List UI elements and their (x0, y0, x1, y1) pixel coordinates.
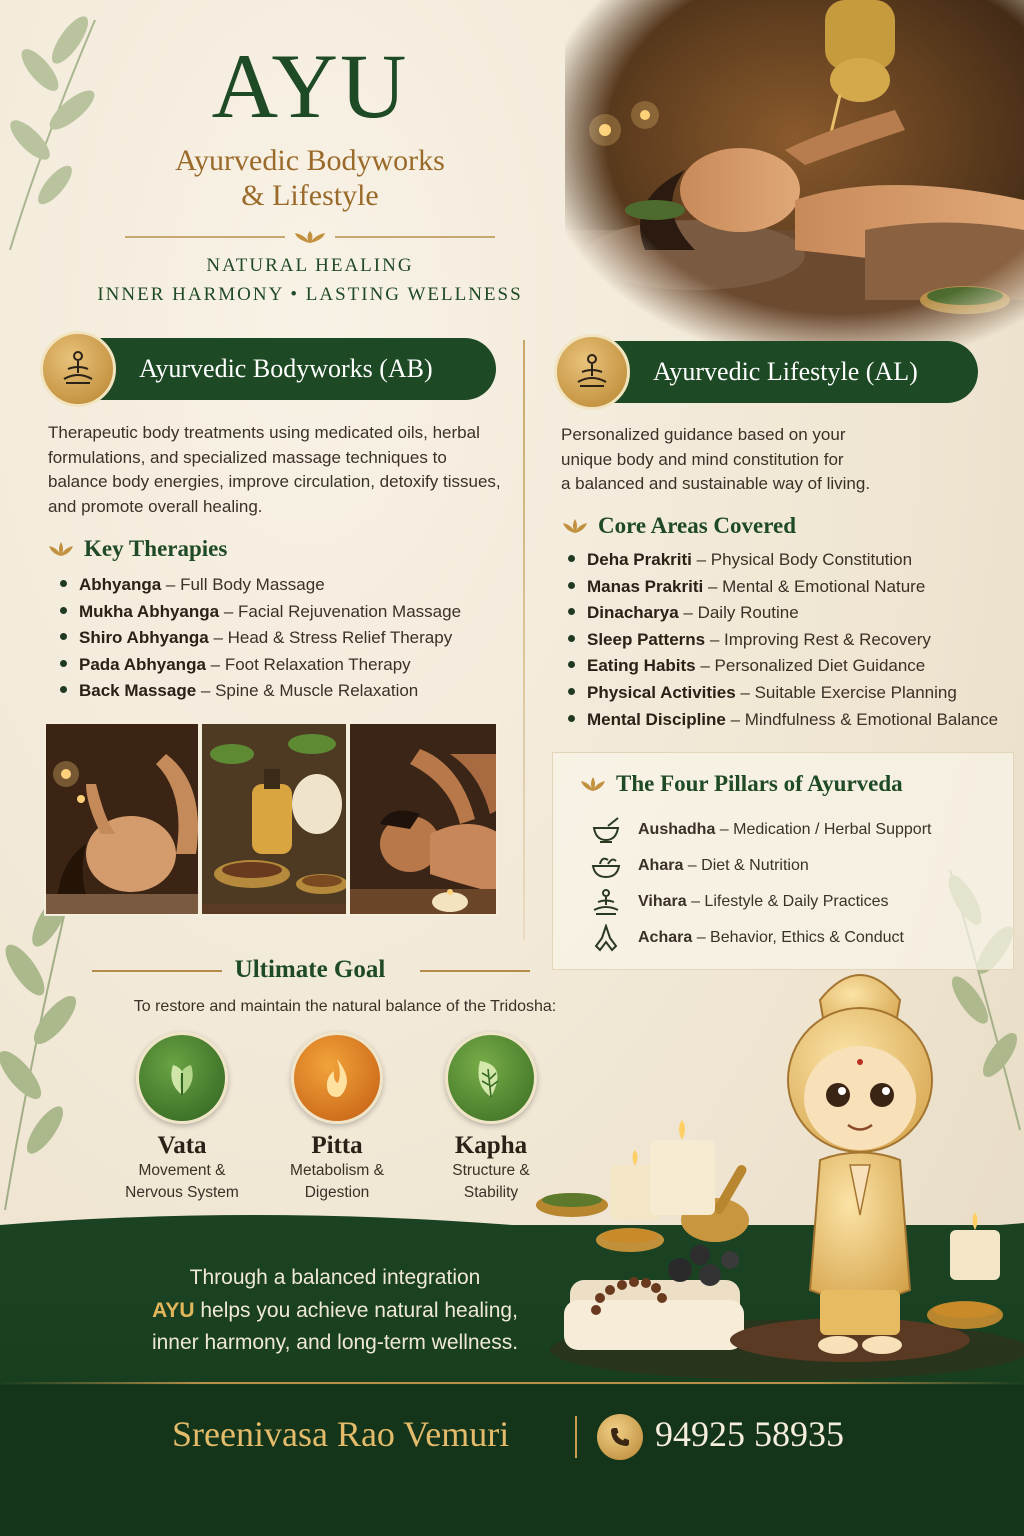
list-item: Deha Prakriti – Physical Body Constitution (568, 547, 998, 574)
list-item: Dinacharya – Daily Routine (568, 600, 998, 627)
list-item: Back Massage – Spine & Muscle Relaxation (60, 678, 461, 705)
lotus-icon (562, 518, 588, 534)
dosha-pitta (262, 1032, 412, 1203)
list-item: Shiro Abhyanga – Head & Stress Relief Therapy (60, 625, 461, 652)
therapies-list (60, 572, 461, 705)
four-pillars-label: The Four Pillars of Ayurveda (616, 771, 903, 796)
closing-brand: AYU (152, 1298, 195, 1322)
dosha-desc: Movement & Nervous System (125, 1162, 239, 1201)
brand-subtitle-line2: & Lifestyle (241, 178, 379, 212)
core-areas-heading (562, 513, 796, 539)
herbal-oils-photo (200, 722, 348, 916)
list-item: Sleep Patterns – Improving Rest & Recovery (568, 627, 998, 654)
dosha-desc: Metabolism & Digestion (290, 1162, 384, 1201)
mortar-pestle-icon (590, 816, 622, 844)
pillar-row: Aushadha – Medication / Herbal Support (590, 816, 931, 844)
contact-bar (0, 1385, 1024, 1536)
meditation-icon (590, 888, 622, 916)
closing-line3: inner harmony, and long-term wellness. (151, 1331, 519, 1355)
four-pillars-heading (580, 771, 903, 797)
tagline-line2: INNER HARMONY • LASTING WELLNESS (97, 283, 523, 305)
contact-separator (575, 1416, 577, 1458)
core-areas-list (568, 547, 998, 733)
brand-subtitle-line1: Ayurvedic Bodyworks (175, 144, 445, 177)
meditation-icon (40, 331, 116, 407)
lotus-icon (48, 541, 74, 557)
lifestyle-description: Personalized guidance based on your unique body and mind constitution for a balanced and sustainable way of living. (561, 425, 871, 494)
facial-massage-photo (44, 722, 200, 916)
closing-line2: AYU helps you achieve natural healing, (152, 1298, 518, 1322)
dosha-name: Vata (157, 1132, 207, 1159)
mascot-illustration (760, 960, 960, 1370)
flame-icon (291, 1032, 383, 1124)
goal-heading: Ultimate Goal (234, 956, 386, 983)
list-item: Mental Discipline – Mindfulness & Emotional Balance (568, 707, 998, 734)
list-item: Manas Prakriti – Mental & Emotional Nature (568, 574, 998, 601)
lotus-icon (580, 776, 606, 792)
core-areas-label: Core Areas Covered (598, 513, 797, 538)
closing-line1: Through a balanced integration (189, 1266, 481, 1289)
lifestyle-heading: Ayurvedic Lifestyle (AL) (653, 357, 918, 386)
tagline-line1: NATURAL HEALING (206, 255, 414, 276)
section-divider (523, 340, 525, 940)
tagline (90, 252, 530, 309)
key-therapies-label: Key Therapies (84, 536, 228, 561)
list-item: Physical Activities – Suitable Exercise Planning (568, 680, 998, 707)
contact-phone[interactable]: 94925 58935 (655, 1414, 844, 1454)
key-therapies-heading (48, 536, 227, 562)
leaves-top-left-decoration (0, 0, 110, 260)
bodyworks-heading: Ayurvedic Bodyworks (AB) (139, 354, 433, 383)
lotus-divider-icon (125, 230, 495, 244)
folded-hands-icon (590, 924, 622, 952)
pillar-row: Achara – Behavior, Ethics & Conduct (590, 924, 904, 952)
leaves-left-decoration (0, 880, 90, 1220)
back-massage-photo (348, 722, 498, 916)
list-item: Eating Habits – Personalized Diet Guidance (568, 653, 998, 680)
contact-name: Sreenivasa Rao Vemuri (172, 1414, 510, 1454)
goal-description: To restore and maintain the natural balance of the Tridosha: (133, 998, 557, 1015)
brand-block (110, 35, 510, 213)
dosha-desc: Structure & Stability (452, 1162, 530, 1201)
food-bowl-icon (590, 852, 622, 880)
hero-shirodhara-photo (565, 0, 1024, 345)
dosha-name: Pitta (311, 1132, 363, 1159)
leaf-icon (445, 1032, 537, 1124)
leaf-icon (136, 1032, 228, 1124)
brand-subtitle (110, 144, 510, 213)
footer-divider (0, 1382, 1024, 1384)
pillar-row: Ahara – Diet & Nutrition (590, 852, 809, 880)
bodyworks-description: Therapeutic body treatments using medicated oils, herbal formulations, and specialized massage techniques to balance body energies, improve circulation, detoxify tissues, and promote overall healing. (48, 423, 501, 516)
dosha-name: Kapha (454, 1132, 528, 1159)
phone-icon[interactable] (597, 1414, 643, 1460)
brand-title: AYU (211, 35, 409, 137)
list-item: Abhyanga – Full Body Massage (60, 572, 461, 599)
list-item: Mukha Abhyanga – Facial Rejuvenation Massage (60, 599, 461, 626)
pillar-row: Vihara – Lifestyle & Daily Practices (590, 888, 888, 916)
meditation-icon (554, 334, 630, 410)
list-item: Pada Abhyanga – Foot Relaxation Therapy (60, 652, 461, 679)
closing-message (100, 1262, 570, 1360)
dosha-vata (107, 1032, 257, 1203)
